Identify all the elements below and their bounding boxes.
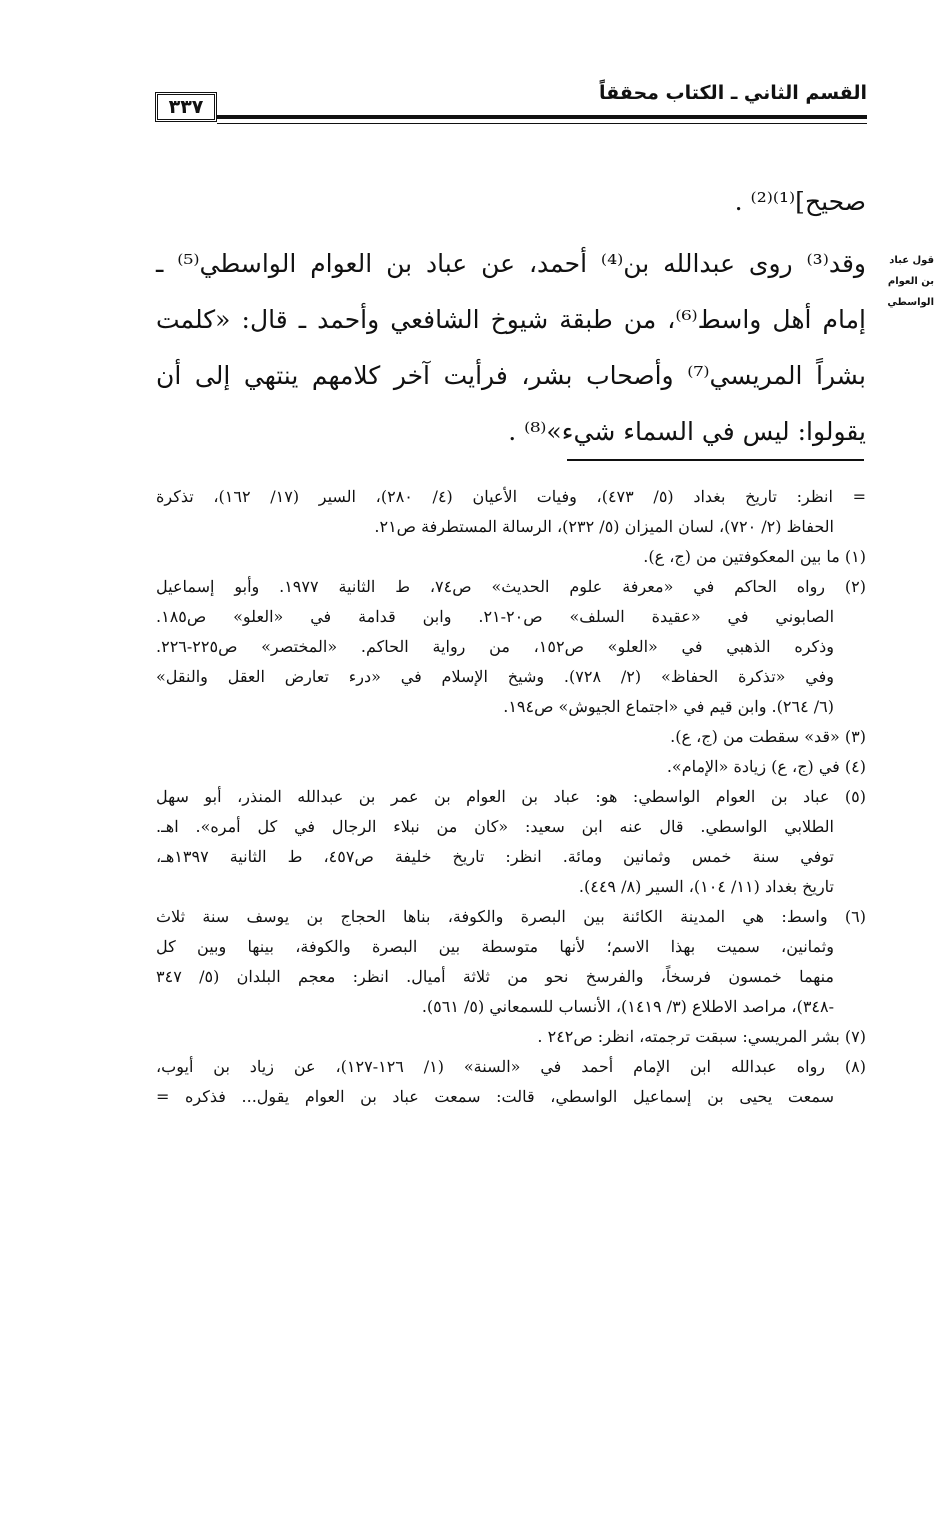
footnote-line: سمعت يحيى بن إسماعيل الواسطي، قالت: سمعت عباد بن العوام يقول... فذكره = [156,1087,834,1106]
margin-note [864,250,934,313]
footnote-line: وفي «تذكرة الحفاظ» (٢/ ٧٢٨). وشيخ الإسلام في «درء تعارض العقل والنقل» [156,667,834,686]
header-rule-thin [217,123,867,124]
footnote-line: تاريخ بغداد (١١/ ١٠٤)، السير (٨/ ٤٤٩). [578,877,834,896]
footnote-line: (٣) «قد» سقطت من (ج، ع). [670,727,866,746]
main-text-line: وقد⁽³⁾ روى عبدالله بن⁽⁴⁾ أحمد، عن عباد بن العوام الواسطي⁽⁵⁾ ـ [156,249,866,278]
main-text-line: إمام أهل واسط⁽⁶⁾، من طبقة شيوخ الشافعي وأحمد ـ قال: «كلمت [156,305,866,334]
main-text [156,182,866,460]
footnote-line: الصابوني في «عقيدة السلف» ص٢٠-٢١. وابن قدامة في «العلو» ص١٨٥. [156,607,835,626]
margin-note-line: بن العوام [887,276,934,287]
page-number: ٣٣٧ [155,92,217,122]
main-text-line: بشراً المريسي⁽⁷⁾ وأصحاب بشر، فرأيت آخر كلامهم ينتهي إلى أن [156,361,867,390]
header-rule-thick [217,115,867,119]
footnote-line: وثمانين، سميت بهذا الاسم؛ لأنها متوسطة بين البصرة والكوفة، بينها وبين كل [156,937,834,956]
footnote-line: (٢) رواه الحاكم في «معرفة علوم الحديث» ص٧٤، ط الثانية ١٩٧٧. وأبو إسماعيل [156,577,866,596]
footnote-line: (١) ما بين المعكوفتين من (ج، ع). [643,547,866,566]
margin-note-line: قول عباد [889,255,934,266]
footnote-line: (٥) عباد بن العوام الواسطي: هو: عباد بن العوام بن عمر بن عبدالله المنذر، أبو سهل [156,787,866,806]
footnote-line: (٧) بشر المريسي: سبقت ترجمته، انظر: ص٢٤٢ . [537,1027,866,1046]
footnote-separator [567,459,864,461]
main-text-line: يقولوا: ليس في السماء شيء»⁽⁸⁾ . [508,417,866,446]
footnote-line: (٤) في (ج، ع) زيادة «الإمام». [666,757,866,776]
margin-note-line: الواسطي [887,297,934,308]
footnote-line: توفي سنة خمس وثمانين ومائة. انظر: تاريخ خليفة ص٤٥٧، ط الثانية ١٣٩٧هـ، [156,847,835,866]
footnotes [156,482,866,1112]
footnote-line: (٨) رواه عبدالله ابن الإمام أحمد في «السنة» (١/ ١٢٦-١٢٧)، عن زياد بن أيوب، [156,1057,866,1076]
footnote-line: (٦/ ٢٦٤). وابن قيم في «اجتماع الجيوش» ص١٩٤. [503,697,834,716]
footnote-line: الطلابي الواسطي. قال عنه ابن سعيد: «كان من نبلاء الرجال في كل أمره». اهـ. [156,817,834,836]
footnote-line: الحفاظ (٢/ ٧٢٠)، لسان الميزان (٥/ ٢٣٢)، الرسالة المستطرفة ص٢١. [374,517,834,536]
running-title: القسم الثاني ـ الكتاب محققاً [598,82,867,104]
page-header [155,78,867,134]
footnote-line: (٦) واسط: هي المدينة الكائنة بين البصرة والكوفة، بناها الحجاج بن يوسف سنة ثلاث [156,907,866,926]
footnote-line: = انظر: تاريخ بغداد (٥/ ٤٧٣)، وفيات الأعيان (٤/ ٢٨٠)، السير (١٧/ ١٦٢)، تذكرة [156,487,866,506]
footnote-line: وذكره الذهبي في «العلو» ص١٥٢، من رواية الحاكم. «المختصر» ص٢٢٥-٢٢٦. [156,637,835,656]
main-text-line: صحيح]⁽¹⁾⁽²⁾ . [734,187,866,216]
footnote-line: منهما خمسون فرسخاً، والفرسخ نحو من ثلاثة أميال. انظر: معجم البلدان (٥/ ٣٤٧ [156,967,834,986]
footnote-line: -٣٤٨)، مراصد الاطلاع (٣/ ١٤١٩)، الأنساب للسمعاني (٥/ ٥٦١). [421,997,834,1016]
